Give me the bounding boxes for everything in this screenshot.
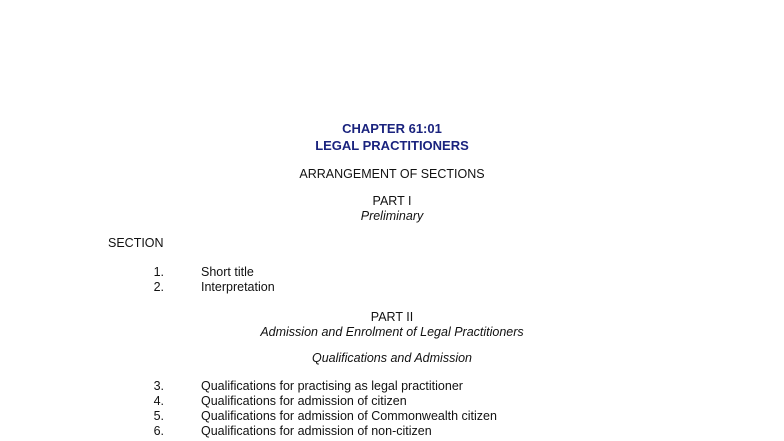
section-title: Interpretation xyxy=(201,280,275,294)
toc-row[interactable] xyxy=(0,264,784,280)
section-title: Qualifications for admission of citizen xyxy=(201,394,407,408)
section-number: 3. xyxy=(153,379,164,393)
section-number: 1. xyxy=(153,265,164,279)
section-title: Short title xyxy=(201,265,254,279)
section-number: 5. xyxy=(153,409,164,423)
part-2-heading: PART II xyxy=(370,310,414,324)
section-number: 2. xyxy=(153,280,164,294)
section-title: Qualifications for admission of Commonwealth citizen xyxy=(201,409,497,423)
arrangement-heading: ARRANGEMENT OF SECTIONS xyxy=(299,167,485,181)
toc-row[interactable] xyxy=(0,279,784,295)
section-number: 4. xyxy=(153,394,164,408)
toc-row[interactable] xyxy=(0,423,784,439)
toc-row[interactable] xyxy=(0,408,784,424)
section-column-label: SECTION xyxy=(108,236,164,250)
section-title: Qualifications for admission of non-citizen xyxy=(201,424,432,438)
part-2-subtitle: Admission and Enrolment of Legal Practitioners xyxy=(260,325,524,339)
part-2-subheading: Qualifications and Admission xyxy=(311,351,473,365)
chapter-number: CHAPTER 61:01 xyxy=(342,121,442,136)
part-1-heading: PART I xyxy=(372,194,412,208)
part-1-subtitle: Preliminary xyxy=(360,209,424,223)
toc-row[interactable] xyxy=(0,393,784,409)
toc-row[interactable] xyxy=(0,378,784,394)
section-title: Qualifications for practising as legal practitioner xyxy=(201,379,463,393)
section-number: 6. xyxy=(153,424,164,438)
chapter-title: LEGAL PRACTITIONERS xyxy=(315,138,469,153)
